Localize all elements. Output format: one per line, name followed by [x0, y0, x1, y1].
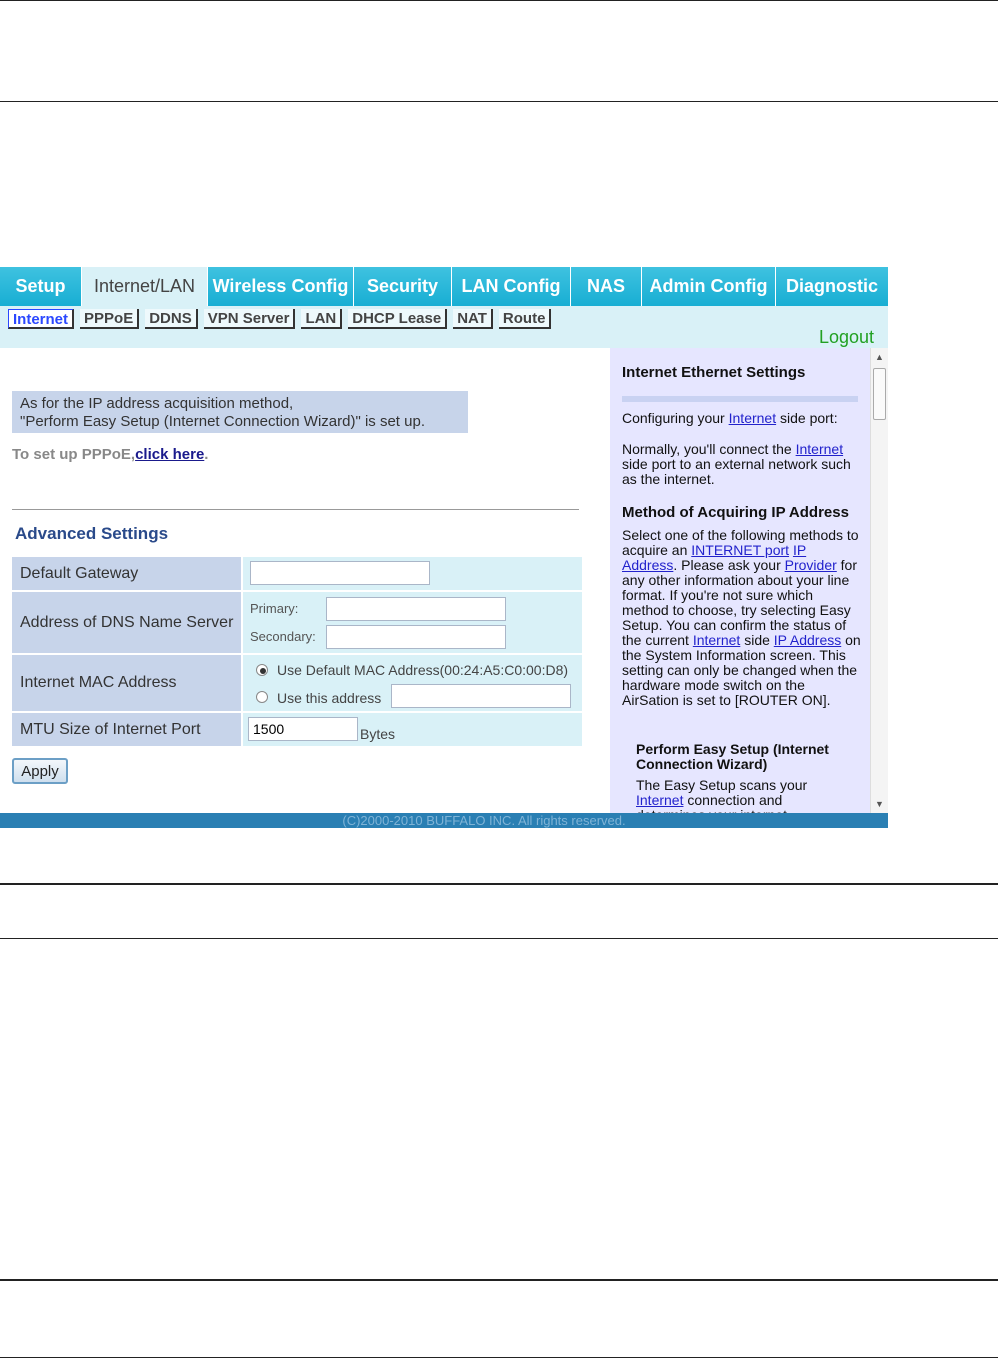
pppoe-click-here-link[interactable]: click here [135, 446, 205, 463]
notice-line-2: "Perform Easy Setup (Internet Connection Wizard)" is set up. [20, 413, 425, 430]
subtab-nat[interactable]: NAT [453, 309, 493, 329]
dns-server-label: Address of DNS Name Server [12, 592, 241, 653]
row-default-gateway [12, 557, 582, 590]
mtu-size-input[interactable] [248, 717, 358, 741]
subtab-internet[interactable]: Internet [8, 309, 74, 329]
row-dns-server [12, 592, 582, 653]
mtu-unit-label: Bytes [360, 726, 396, 742]
section-rule-1 [0, 883, 998, 885]
tab-internet-lan[interactable]: Internet/LAN [82, 267, 208, 306]
default-gateway-input[interactable] [250, 561, 430, 585]
router-config-screenshot [0, 267, 888, 828]
main-tab-bar [0, 267, 888, 306]
pppoe-setup-line [12, 446, 208, 463]
tab-lan-config[interactable]: LAN Config [452, 267, 571, 306]
mac-custom-input[interactable] [391, 684, 571, 708]
help-internet-link[interactable]: Internet [636, 792, 684, 808]
help-title: Internet Ethernet Settings [622, 364, 806, 381]
default-gateway-label: Default Gateway [12, 557, 241, 590]
help-title-underline [622, 396, 858, 402]
tab-setup[interactable]: Setup [0, 267, 82, 306]
dns-secondary-input[interactable] [326, 625, 506, 649]
tab-admin-config[interactable]: Admin Config [642, 267, 776, 306]
dns-secondary-label: Secondary: [250, 629, 316, 644]
tab-wireless-config[interactable]: Wireless Config [208, 267, 354, 306]
copyright-footer: (C)2000-2010 BUFFALO INC. All rights reserved. [0, 813, 888, 828]
help-configuring-text: Configuring your Internet side port: [622, 410, 838, 426]
notice-line-1: As for the IP address acquisition method, [20, 395, 294, 412]
help-ip-address-link[interactable]: IP Address [773, 632, 842, 648]
row-mtu-size [12, 713, 582, 746]
tab-diagnostic[interactable]: Diagnostic [776, 267, 888, 306]
settings-content [0, 348, 610, 813]
section-rule-2 [0, 938, 998, 939]
section-divider [12, 509, 579, 510]
mac-custom-option-label: Use this address [277, 690, 382, 706]
help-internet-link[interactable]: Internet [692, 632, 741, 648]
ip-method-notice [12, 391, 468, 433]
help-easy-setup-title: Perform Easy Setup (Internet Connection Wizard) [636, 741, 829, 772]
subtab-dhcp-lease[interactable]: DHCP Lease [348, 309, 447, 329]
help-scrollbar[interactable] [870, 348, 888, 813]
scroll-down-arrow-icon[interactable]: ▼ [875, 799, 884, 809]
dns-primary-input[interactable] [326, 597, 506, 621]
subtab-vpn-server[interactable]: VPN Server [204, 309, 296, 329]
help-provider-link[interactable]: Provider [784, 557, 837, 573]
mac-default-radio[interactable] [256, 664, 268, 676]
section-rule-3 [0, 1279, 998, 1281]
tab-security[interactable]: Security [354, 267, 452, 306]
help-internet-link[interactable]: Internet [728, 410, 777, 426]
mtu-size-label: MTU Size of Internet Port [12, 713, 241, 746]
help-internet-link[interactable]: Internet [795, 441, 844, 457]
help-panel [610, 348, 870, 813]
mac-custom-radio[interactable] [256, 691, 268, 703]
mac-default-option-label: Use Default MAC Address(00:24:A5:C0:00:D8) [277, 662, 569, 678]
sub-tab-bar [0, 306, 888, 348]
help-easy-setup-text: The Easy Setup scans your Internet connection and [636, 777, 808, 808]
subtab-pppoe[interactable]: PPPoE [80, 309, 139, 329]
page-header-rule [0, 101, 998, 102]
pppoe-suffix: . [204, 446, 209, 463]
subtab-ddns[interactable]: DDNS [145, 309, 198, 329]
dns-primary-label: Primary: [250, 601, 299, 616]
page-top-rule [0, 0, 998, 1]
help-ip-address-link[interactable]: IP Address [622, 542, 807, 573]
advanced-settings-table [12, 557, 582, 748]
page-bottom-rule [0, 1357, 998, 1358]
scroll-up-arrow-icon[interactable]: ▲ [875, 352, 884, 362]
help-internet-port-link[interactable]: INTERNET port [691, 542, 790, 558]
help-method-text: Select one of the following methods to acquire an INTERNET port IP Address. Please ask your Provider for any other information about your line format. If you're not sure which method to choose, try selecting Easy Setup. You can confirm the status of the current Internet side IP Address on the System Information screen. This setting can only be changed when the hardware mode switch on the AirSation is set to [ROUTER ON]. [622, 527, 861, 708]
subtab-lan[interactable]: LAN [301, 309, 342, 329]
subtab-route[interactable]: Route [499, 309, 552, 329]
row-mac-address [12, 655, 582, 711]
help-method-title: Method of Acquiring IP Address [622, 504, 849, 521]
advanced-settings-title: Advanced Settings [15, 524, 169, 543]
pppoe-prefix: To set up PPPoE, [12, 446, 136, 463]
logout-link[interactable]: Logout [818, 327, 874, 347]
scroll-thumb[interactable] [873, 368, 886, 420]
apply-button[interactable]: Apply [12, 758, 68, 784]
tab-nas[interactable]: NAS [571, 267, 642, 306]
help-normally-text: Normally, you'll connect the Internet side port to an external network such as the internet. [622, 441, 851, 487]
mac-address-label: Internet MAC Address [12, 655, 241, 711]
